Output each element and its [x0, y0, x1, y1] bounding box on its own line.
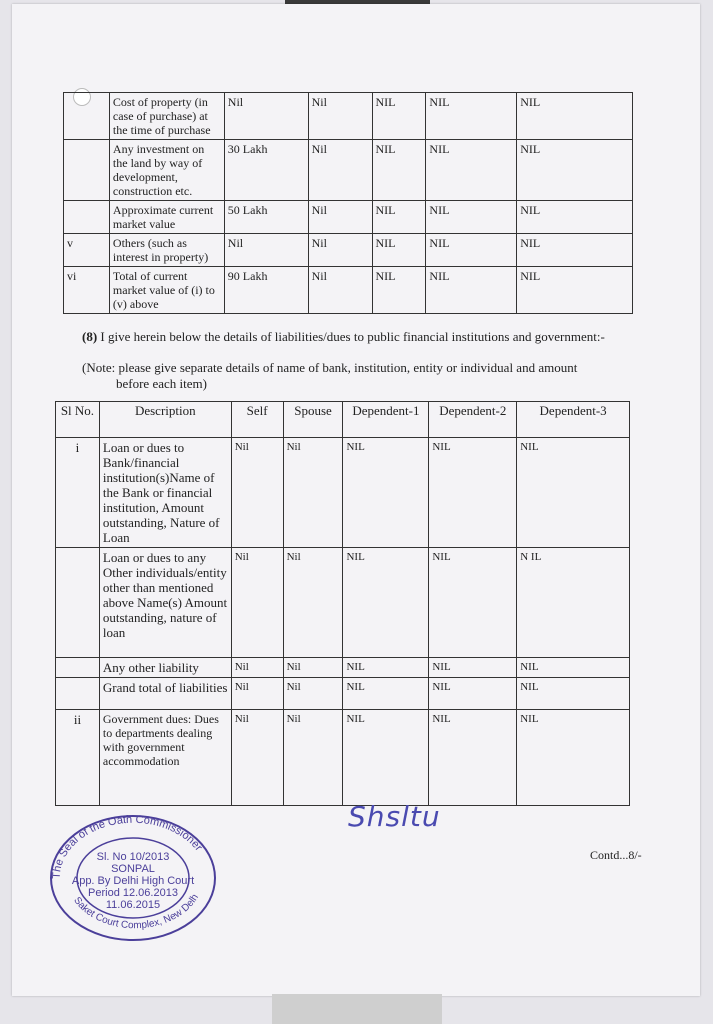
continued-marker: Contd...8/- [590, 848, 642, 862]
seal-end-date: 11.06.2015 [105, 899, 161, 911]
table-row [56, 548, 630, 658]
seal-approval: App. By Delhi High Court [71, 875, 195, 887]
self-cell: 30 Lakh [224, 140, 308, 201]
spouse-cell: Nil [283, 710, 343, 806]
dependent-3-cell: NIL [517, 658, 630, 678]
dependent-3-cell: NIL [517, 678, 630, 710]
dependent-3-cell: NIL [517, 201, 633, 234]
dependent-2-cell: NIL [429, 548, 517, 658]
dependent-2-cell: NIL [429, 678, 517, 710]
table-row [56, 658, 630, 678]
spouse-cell: Nil [308, 267, 372, 314]
self-cell: 50 Lakh [224, 201, 308, 234]
header-spouse: Spouse [283, 402, 343, 438]
dependent-2-cell: NIL [426, 140, 517, 201]
table-row [56, 678, 630, 710]
table-row [56, 438, 630, 548]
dependent-1-cell: NIL [343, 548, 429, 658]
sl-cell: ii [56, 710, 100, 806]
self-cell: Nil [231, 678, 283, 710]
dependent-2-cell: NIL [429, 658, 517, 678]
section-number: (8) [82, 329, 98, 344]
self-cell: 90 Lakh [224, 267, 308, 314]
dependent-2-cell: NIL [426, 93, 517, 140]
sl-cell: vi [64, 267, 110, 314]
sl-cell: v [64, 234, 110, 267]
spouse-cell: Nil [283, 658, 343, 678]
description-cell: Government dues: Dues to departments dealing with government accommodation [99, 710, 231, 806]
header-sl: Sl No. [56, 402, 100, 438]
dependent-2-cell: NIL [429, 710, 517, 806]
description-cell: Loan or dues to any Other individuals/entity other than mentioned above Name(s) Amount outstanding, nature of loan [99, 548, 231, 658]
description-cell: Others (such as interest in property) [109, 234, 224, 267]
description-cell: Any investment on the land by way of development, construction etc. [109, 140, 224, 201]
dependent-1-cell: NIL [372, 140, 426, 201]
description-cell: Total of current market value of (i) to (v) above [109, 267, 224, 314]
seal-serial: Sl. No 10/2013 [96, 851, 170, 863]
sl-cell [56, 658, 100, 678]
spouse-cell: Nil [283, 438, 343, 548]
header-description: Description [99, 402, 231, 438]
table-row [64, 93, 633, 140]
spouse-cell: Nil [308, 140, 372, 201]
description-cell: Grand total of liabilities [99, 678, 231, 710]
dependent-1-cell: NIL [343, 710, 429, 806]
dependent-1-cell: NIL [372, 267, 426, 314]
table-row [64, 201, 633, 234]
self-cell: Nil [231, 658, 283, 678]
header-dependent-3: Dependent-3 [517, 402, 630, 438]
header-dependent-1: Dependent-1 [343, 402, 429, 438]
table-row [64, 140, 633, 201]
dependent-2-cell: NIL [426, 234, 517, 267]
dependent-2-cell: NIL [429, 438, 517, 548]
sl-cell [56, 548, 100, 658]
sl-cell [64, 140, 110, 201]
dependent-2-cell: NIL [426, 201, 517, 234]
seal-ring-top-text: The Seal of the Oath Commissioner [50, 813, 205, 880]
dependent-3-cell: NIL [517, 438, 630, 548]
sl-cell [64, 93, 110, 140]
sl-cell [64, 201, 110, 234]
table-row [64, 267, 633, 314]
spouse-cell: Nil [283, 548, 343, 658]
header-self: Self [231, 402, 283, 438]
description-cell: Cost of property (in case of purchase) at the time of purchase [109, 93, 224, 140]
self-cell: Nil [224, 234, 308, 267]
dependent-1-cell: NIL [343, 658, 429, 678]
description-cell: Any other liability [99, 658, 231, 678]
dependent-3-cell: NIL [517, 93, 633, 140]
self-cell: Nil [231, 710, 283, 806]
table-row [56, 710, 630, 806]
description-cell: Loan or dues to Bank/financial institution(s)Name of the Bank or financial institution, Amount outstanding, Nature of Loan [99, 438, 231, 548]
self-cell: Nil [224, 93, 308, 140]
liabilities-table [55, 401, 630, 806]
dependent-3-cell: NIL [517, 140, 633, 201]
header-row [56, 402, 630, 438]
spouse-cell: Nil [308, 93, 372, 140]
spouse-cell: Nil [308, 234, 372, 267]
dependent-1-cell: NIL [372, 201, 426, 234]
dependent-3-cell: NIL [517, 710, 630, 806]
spouse-cell: Nil [283, 678, 343, 710]
seal-ring-bottom-text: Saket Court Complex, New Delh [71, 892, 201, 932]
section-8-note [82, 360, 602, 392]
section-8-intro [82, 329, 642, 345]
header-dependent-2: Dependent-2 [429, 402, 517, 438]
note-line-1: (Note: please give separate details of name of bank, institution, entity or individual and amount [82, 360, 578, 375]
self-cell: Nil [231, 548, 283, 658]
property-table [63, 92, 633, 314]
dependent-3-cell: NIL [517, 267, 633, 314]
sl-cell [56, 678, 100, 710]
section-text: I give herein below the details of liabilities/dues to public financial institutions and government:- [97, 329, 605, 344]
dependent-2-cell: NIL [426, 267, 517, 314]
dependent-3-cell: N IL [517, 548, 630, 658]
handwritten-signature: Shsltu [348, 800, 441, 833]
dependent-1-cell: NIL [372, 234, 426, 267]
spouse-cell: Nil [308, 201, 372, 234]
seal-period: Period 12.06.2013 [88, 887, 178, 899]
sl-cell: i [56, 438, 100, 548]
scanner-edge-bottom [272, 994, 442, 1024]
oath-commissioner-seal [48, 813, 218, 943]
seal-name: SONPAL [111, 863, 155, 875]
dependent-1-cell: NIL [372, 93, 426, 140]
dependent-1-cell: NIL [343, 678, 429, 710]
self-cell: Nil [231, 438, 283, 548]
table-row [64, 234, 633, 267]
note-line-2: before each item) [116, 376, 207, 391]
description-cell: Approximate current market value [109, 201, 224, 234]
dependent-3-cell: NIL [517, 234, 633, 267]
dependent-1-cell: NIL [343, 438, 429, 548]
